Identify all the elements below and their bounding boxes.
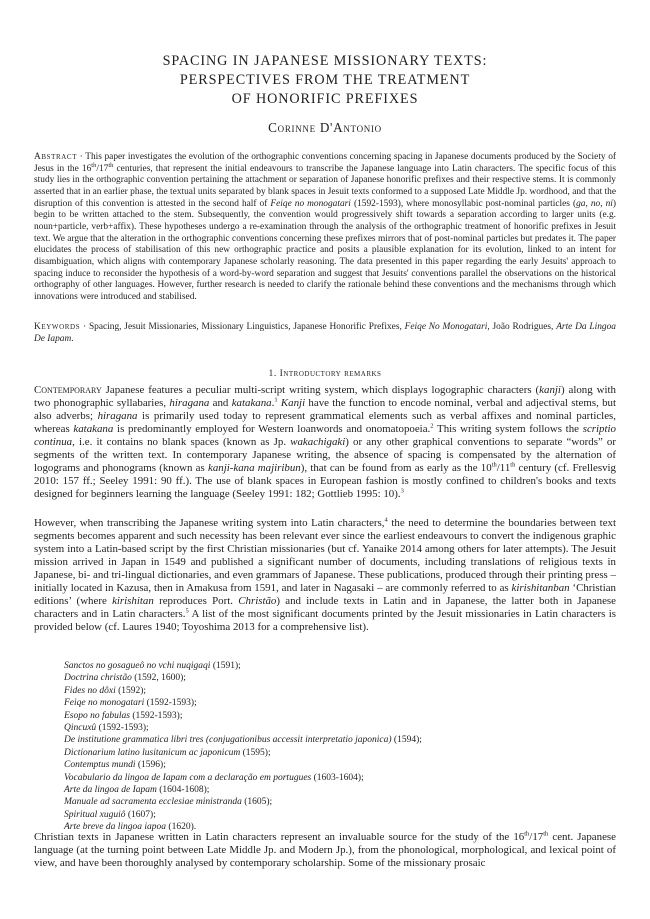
superscript: th xyxy=(491,461,497,469)
superscript: th xyxy=(91,161,97,169)
italic-term: Kanji xyxy=(280,397,306,410)
doc-date: (1603-1604); xyxy=(311,772,364,783)
text-run: ), that can be found from as early as the 10 xyxy=(300,462,492,475)
list-item xyxy=(64,672,422,684)
separator: · xyxy=(80,322,89,332)
body-paragraph xyxy=(34,831,616,870)
text-run: Christian texts in Japanese written in Latin characters represent an invaluable source for the study of the 16 xyxy=(34,831,525,843)
text-run: century (cf. Frellesvig 2010: 157 ff.; Seeley 1991: 90 ff.). The use of blank spaces in European fashion is mostly confined to children's books and texts designed for beginners learning the language (Seeley 1991: 182; Gottlieb 1995: 10). xyxy=(34,462,617,501)
text-run: /17 xyxy=(96,163,109,174)
text-run: centuries, that represent the initial endeavours to transcribe the Japanese language into Latin characters. The specific focus of this study lies in the orthographic convention pertaining the attachment or separation of Japanese honorific prefixes and their respective stems. It is commonly asserted that in an earlier phase, the textual units separated by blank spaces in Jesuit texts conformed to a supposed Late Middle Jp. wordhood, and that the disruption of this convention is attested in the second half of xyxy=(34,163,617,209)
italic-term: kirishitan xyxy=(112,595,154,608)
doc-date: (1592, 1600); xyxy=(131,673,186,684)
text-run: (1592-1593), where monosyllabic post-nominal particles ( xyxy=(350,198,577,209)
doc-date: (1592); xyxy=(115,685,147,696)
footnote-ref[interactable]: 2 xyxy=(430,422,434,430)
italic-term: ga, no, ni xyxy=(576,198,613,209)
doc-title: Spiritual xuguiô xyxy=(64,809,126,820)
keywords-label: Keywords xyxy=(34,322,81,332)
doc-title: Contemptus mundi xyxy=(64,760,136,771)
list-item xyxy=(64,685,422,697)
list-item xyxy=(64,697,422,709)
text-run: . xyxy=(71,333,74,344)
italic-term: kanji xyxy=(539,384,561,396)
text-run: cent. Japanese language (at the turning point between Late Middle Jp. and Modern Jp.), from the phonological, morphological, and lexical point of view, and have been thoroughly analysed by contemporary scholarship. Some of the missionary prosaic xyxy=(34,831,616,870)
text-run: A list of the most significant documents printed by the Jesuit missionaries in Latin characters is provided below (cf. Laures 1940; Toyoshima 2013 for a comprehensive list). xyxy=(34,608,616,634)
italic-term: scriptio continua xyxy=(34,423,616,449)
text-run: is primarily used today to represent grammatical elements such as verbal affixes and nominal particles, whereas xyxy=(34,410,617,436)
body-paragraph xyxy=(34,384,616,501)
list-item xyxy=(64,734,422,746)
paper-title xyxy=(0,52,650,109)
text-run: This paper investigates the evolution of the orthographic conventions concerning spacing in Japanese documents produced by the Society of Jesus in the 16 xyxy=(34,152,617,174)
superscript: th xyxy=(543,830,549,838)
text-run: , i.e. it contains no blank spaces (known as Jp. xyxy=(72,436,291,449)
doc-title: Arte da lingoa de Iapam xyxy=(64,785,157,796)
doc-date: (1605); xyxy=(241,797,273,808)
text-run: is predominantly employed for Western loanwords and onomatopoeia. xyxy=(113,423,431,436)
doc-date: (1620). xyxy=(166,822,197,833)
keywords xyxy=(34,322,616,345)
title-line: SPACING IN JAPANESE MISSIONARY TEXTS: xyxy=(162,53,488,69)
list-item xyxy=(64,759,422,771)
doc-title: Manuale ad sacramenta ecclesiae ministranda xyxy=(64,797,242,808)
footnote-ref[interactable]: 4 xyxy=(384,516,388,524)
list-item xyxy=(64,784,422,796)
italic-term: kirishitanban xyxy=(511,582,570,595)
list-item xyxy=(64,722,422,734)
list-item xyxy=(64,660,422,672)
superscript: th xyxy=(510,461,516,469)
doc-date: (1594); xyxy=(391,735,422,746)
doc-title: Dictionarium latino lusitanicum ac japonicum xyxy=(64,747,241,758)
italic-term: hiragana xyxy=(97,410,138,423)
text-run: the need to determine the boundaries between text segments becomes apparent and such necessity has been relevant ever since the earliest endeavours to convert the indigenous graphic system into a Latin-based script by the first Christian missionaries (but cf. Yanaike 2014 among others for later attempts). The Jesuit mission arrived in Japan in 1549 and published a significant number of documents, including translations of religious texts in Japanese, bi- and tri-lingual dictionaries, and even grammars of Japanese. These publications, produced through their printing press – initially located in Kazusa, then in Amakusa from 1591, and later in Nagasaki – are commonly referred to as xyxy=(34,517,616,595)
doc-date: (1604-1608); xyxy=(156,785,210,796)
text-run: ) begin to be written attached to the stem. Subsequently, the convention would progressively shift towards a separation according to larger units (e.g. noun+particle, verb+affix). These hypotheses undergo a re-examination through the analysis of the orthographic treatment of honorific prefixes in Jesuit text. We argue that the alteration in the orthographic conventions concerning these prefixes mirrors that of post-nominal particles but predates it. The paper elucidates the process of stabilisation of this new orthographic practice and posits a plausible explanation for its evolution, linked to an intent for disambiguation, which aligns with contemporary Japanese scholarly reasoning. The data presented in this paper regarding the early Jesuits' approach to spacing induce to reconsider the hypothesis of a word-by-word separation and suggest that Jesuits' conventions parallel the observations on the historical orthography of other languages. However, further research is needed to clarify the rationale behind these conventions and the mechanisms through which innovations were introduced and stabilised. xyxy=(34,198,616,302)
text-run: have the function to encode nominal, verbal and adjectival stems, but also adverbs; xyxy=(34,397,617,423)
list-item xyxy=(64,809,422,821)
text-run: , João Rodrigues, xyxy=(487,322,557,332)
footnote-ref[interactable]: 3 xyxy=(400,487,404,495)
italic-term: wakachigaki xyxy=(290,436,346,449)
text-run: . xyxy=(271,397,275,410)
list-item xyxy=(64,796,422,808)
body-paragraph xyxy=(34,517,616,634)
title-line: OF HONORIFIC PREFIXES xyxy=(231,91,419,107)
doc-date: (1596); xyxy=(135,760,166,771)
text-run: Spacing, Jesuit Missionaries, Missionary Linguistics, Japanese Honorific Prefixes, xyxy=(88,322,405,332)
text-run: Japanese features a peculiar multi-script writing system, which displays logographic characters ( xyxy=(101,384,540,396)
author-name: Corinne D'Antonio xyxy=(268,120,382,135)
list-item xyxy=(64,772,422,784)
text-run: However, when transcribing the Japanese writing system into Latin characters, xyxy=(34,517,385,529)
text-run: /17 xyxy=(529,831,544,843)
footnote-ref[interactable]: 1 xyxy=(274,396,278,404)
lead-word: Contemporary xyxy=(34,384,102,396)
italic-term: Arte Da Lingoa De Iapam xyxy=(34,322,616,344)
doc-title: Qincuxû xyxy=(64,723,97,734)
italic-term: katakana xyxy=(73,423,114,436)
footnote-ref[interactable]: 5 xyxy=(185,607,189,615)
doc-title: De institutione grammatica libri tres (conjugationibus accessit interpretatio japonica) xyxy=(64,735,392,746)
doc-title: Feiqe no monogatari xyxy=(64,698,145,709)
doc-title: Vocabulario da lingoa de Iapam com a declaração em portugues xyxy=(64,772,312,783)
text-run: ‘Christian editions’ (where xyxy=(34,582,616,608)
text-run: This writing system follows the xyxy=(433,423,583,436)
list-item xyxy=(64,747,422,759)
doc-date: (1592-1593); xyxy=(96,723,149,734)
italic-term: Feiqe No Monogatari xyxy=(404,322,488,332)
text-run: ) and include texts in Latin and in Japanese, the latter both in Japanese characters and in Latin characters. xyxy=(34,595,617,621)
text-run: and xyxy=(209,397,232,410)
abstract-label: Abstract xyxy=(34,152,78,162)
section-heading: 1. Introductory remarks xyxy=(268,368,382,379)
text-run: reproduces Port. xyxy=(153,595,239,608)
doc-date: (1592-1593); xyxy=(129,710,183,721)
doc-date: (1591); xyxy=(210,661,241,671)
italic-term: katakana xyxy=(231,397,272,410)
doc-date: (1592-1593); xyxy=(144,698,197,709)
document-list xyxy=(64,660,422,834)
title-line: PERSPECTIVES FROM THE TREATMENT xyxy=(179,72,471,88)
italic-term: kanji-kana majiribun xyxy=(207,462,301,475)
italic-term: Feiqe no monogatari xyxy=(270,198,351,209)
doc-title: Esopo no fabulas xyxy=(64,710,130,721)
doc-title: Arte breve da lingoa iapoa xyxy=(64,822,167,833)
doc-date: (1607); xyxy=(125,809,156,820)
superscript: th xyxy=(524,830,530,838)
italic-term: hiragana xyxy=(169,397,210,410)
doc-date: (1595); xyxy=(240,747,271,758)
abstract xyxy=(34,152,616,304)
doc-title: Fides no dôxi xyxy=(64,685,116,696)
text-run: ) or any other graphical conventions to separate “words” or segments of the written text. In contemporary Japanese writing, the absence of spacing is compensated by the alternation of logograms and phonograms (known as xyxy=(34,436,616,475)
doc-title: Sanctos no gosagueô no vchi nuqigaqi xyxy=(64,661,211,671)
superscript: th xyxy=(108,161,114,169)
separator: · xyxy=(77,152,86,162)
text-run: /11 xyxy=(496,462,511,475)
list-item xyxy=(64,710,422,722)
text-run: ) along with two phonographic syllabaries, xyxy=(34,384,616,410)
doc-title: Doctrina christão xyxy=(64,673,132,684)
italic-term: Christão xyxy=(238,595,277,608)
